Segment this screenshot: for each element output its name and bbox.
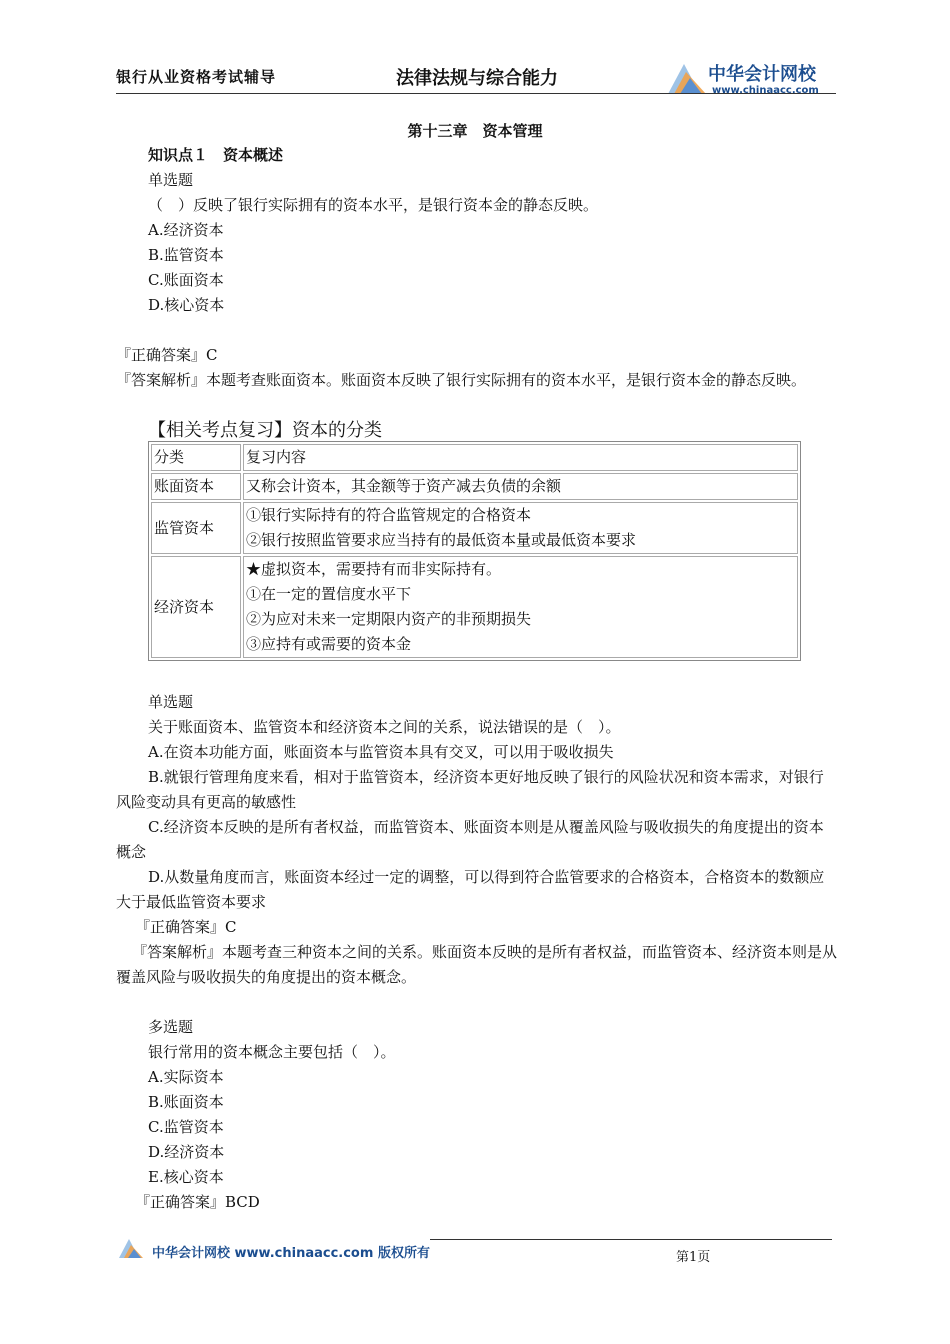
content-line: ②为应对未来一定期限内资产的非预期损失 bbox=[246, 610, 532, 628]
q1-type: 单选题 bbox=[148, 171, 194, 189]
footer-copyright: 中华会计网校 www.chinaacc.com 版权所有 bbox=[152, 1246, 430, 1261]
review-title: 【相关考点复习】资本的分类 bbox=[148, 420, 382, 441]
table-cell-category: 监管资本 bbox=[151, 502, 241, 554]
table-cell-content bbox=[243, 556, 798, 658]
table-header-content: 复习内容 bbox=[243, 444, 798, 471]
footer-divider bbox=[430, 1239, 832, 1240]
q2-analysis: 『答案解析』本题考查三种资本之间的关系。账面资本反映的是所有者权益，而监管资本、经济资本则是从覆盖风险与吸收损失的角度提出的资本概念。 bbox=[116, 943, 838, 986]
content-line: ②银行按照监管要求应当持有的最低资本量或最低资本要求 bbox=[246, 531, 637, 549]
q3-answer: 『正确答案』BCD bbox=[135, 1193, 260, 1211]
footer-logo-icon bbox=[118, 1236, 148, 1260]
q2-answer: 『正确答案』C bbox=[135, 918, 237, 936]
header-course-title: 银行从业资格考试辅导 bbox=[116, 68, 277, 86]
table-cell-content bbox=[243, 473, 798, 500]
q2-option-a: A.在资本功能方面，账面资本与监管资本具有交叉，可以用于吸收损失 bbox=[148, 743, 614, 761]
content-line: ①银行实际持有的符合监管规定的合格资本 bbox=[246, 506, 532, 524]
q3-option-b: B.账面资本 bbox=[148, 1093, 224, 1111]
q3-type: 多选题 bbox=[148, 1018, 194, 1036]
chapter-title: 第十三章 资本管理 bbox=[407, 122, 543, 140]
table-cell-content bbox=[243, 502, 798, 554]
logo-url: www.chinaacc.com bbox=[712, 85, 819, 96]
q3-option-e: E.核心资本 bbox=[148, 1168, 224, 1186]
page-number: 第1页 bbox=[676, 1250, 711, 1265]
q2-type: 单选题 bbox=[148, 693, 194, 711]
table-cell-category: 账面资本 bbox=[151, 473, 241, 500]
table-row bbox=[151, 556, 798, 658]
q1-option-a: A.经济资本 bbox=[148, 221, 224, 239]
q1-answer: 『正确答案』C bbox=[116, 346, 218, 364]
q1-stem: （ ）反映了银行实际拥有的资本水平，是银行资本金的静态反映。 bbox=[148, 196, 599, 214]
q2-stem: 关于账面资本、监管资本和经济资本之间的关系，说法错误的是（ ）。 bbox=[148, 718, 621, 736]
table-header-row bbox=[151, 444, 798, 471]
header-subject-title: 法律法规与综合能力 bbox=[396, 68, 558, 89]
table-header-category: 分类 bbox=[151, 444, 241, 471]
table-row bbox=[151, 473, 798, 500]
q2-option-b: B.就银行管理角度来看，相对于监管资本，经济资本更好地反映了银行的风险状况和资本需求，对银行风险变动具有更高的敏感性 bbox=[116, 768, 824, 811]
q2-option-c: C.经济资本反映的是所有者权益，而监管资本、账面资本则是从覆盖风险与吸收损失的角度提出的资本概念 bbox=[116, 818, 824, 861]
review-table bbox=[148, 441, 801, 661]
q2-option-d: D.从数量角度而言，账面资本经过一定的调整，可以得到符合监管要求的合格资本，合格资本的数额应大于最低监管资本要求 bbox=[116, 868, 825, 911]
q3-option-c: C.监管资本 bbox=[148, 1118, 224, 1136]
content-line: ①在一定的置信度水平下 bbox=[246, 585, 412, 603]
table-cell-category: 经济资本 bbox=[151, 556, 241, 658]
table-row bbox=[151, 502, 798, 554]
q3-option-a: A.实际资本 bbox=[148, 1068, 224, 1086]
content-line: ★虚拟资本，需要持有而非实际持有。 bbox=[246, 560, 502, 578]
content-line: 又称会计资本，其金额等于资产减去负债的余额 bbox=[246, 477, 562, 495]
q1-option-b: B.监管资本 bbox=[148, 246, 224, 264]
logo-name: 中华会计网校 bbox=[708, 64, 816, 85]
content-line: ③应持有或需要的资本金 bbox=[246, 635, 412, 653]
knowledge-point-title: 知识点１ 资本概述 bbox=[148, 146, 284, 164]
q1-analysis: 『答案解析』本题考查账面资本。账面资本反映了银行实际拥有的资本水平，是银行资本金的静态反映。 bbox=[116, 371, 807, 389]
q1-option-c: C.账面资本 bbox=[148, 271, 224, 289]
q3-option-d: D.经济资本 bbox=[148, 1143, 225, 1161]
q3-stem: 银行常用的资本概念主要包括（ ）。 bbox=[148, 1043, 396, 1061]
header-divider bbox=[116, 93, 836, 94]
q1-option-d: D.核心资本 bbox=[148, 296, 225, 314]
